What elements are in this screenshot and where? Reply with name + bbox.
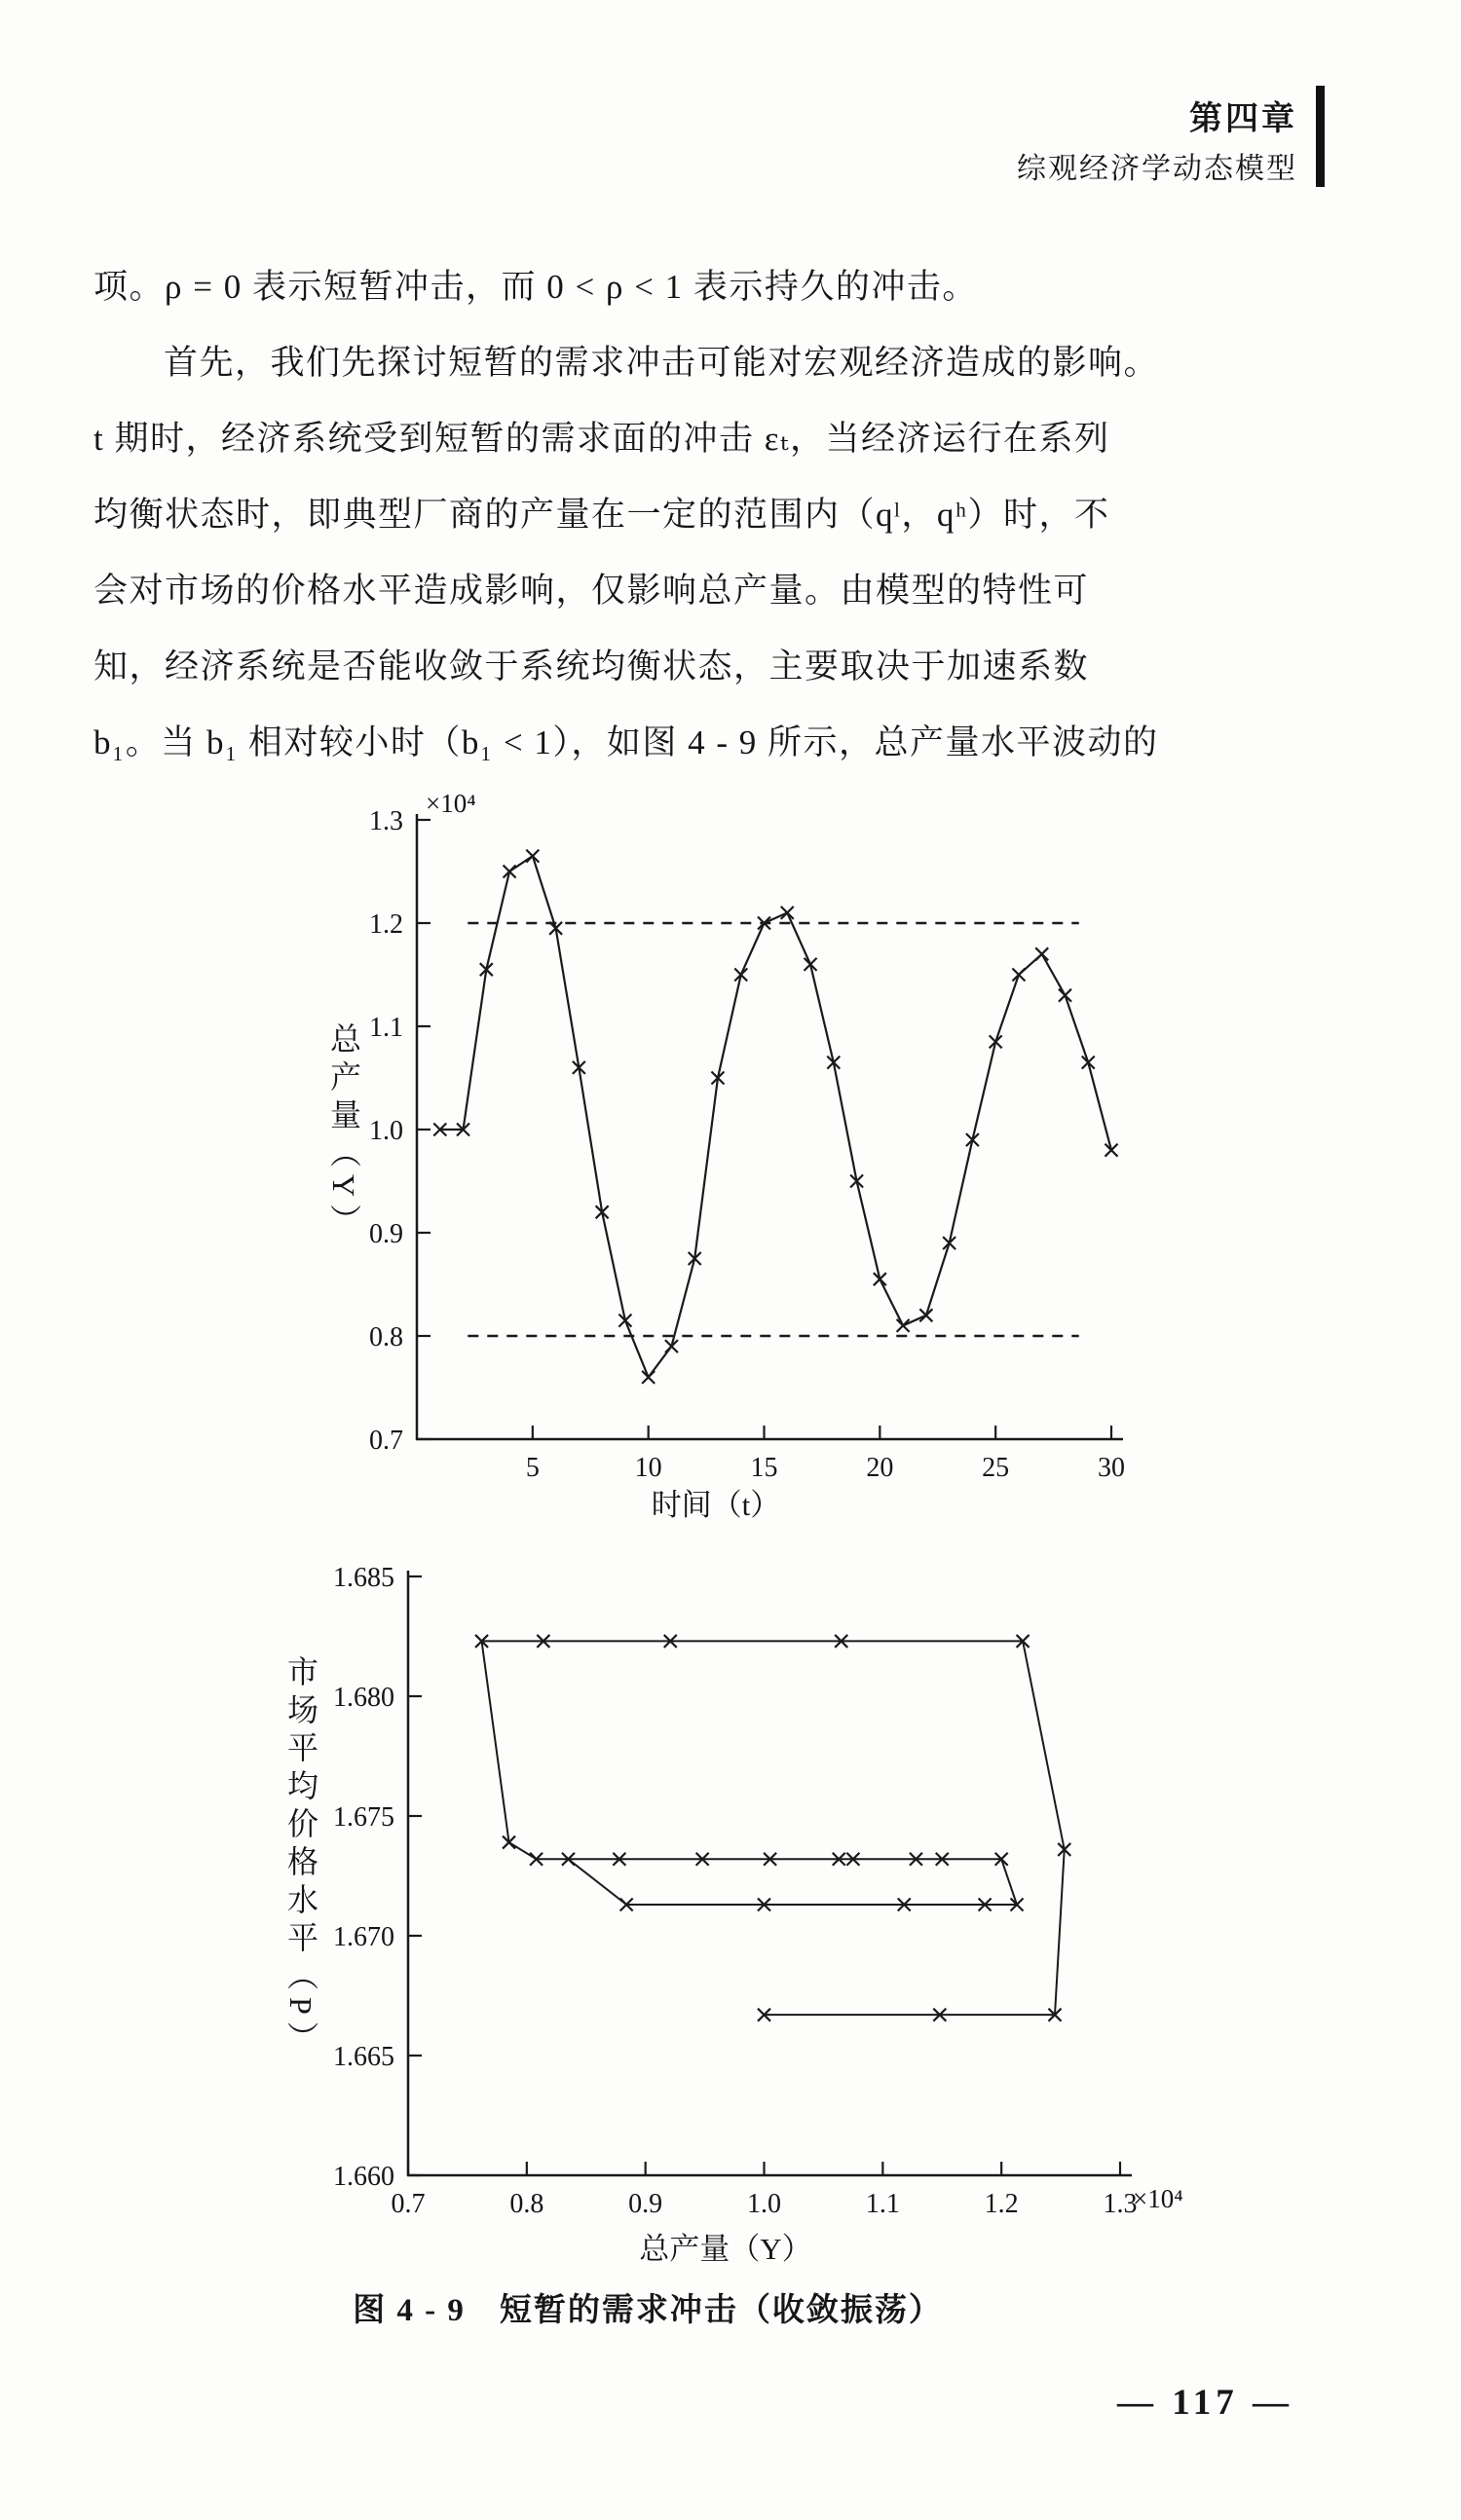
body-line: 项。ρ = 0 表示短暂冲击，而 0 < ρ < 1 表示持久的冲击。 xyxy=(94,268,978,306)
chart2-path-segment xyxy=(509,1842,1002,1859)
svg-text:1.0: 1.0 xyxy=(369,1116,403,1146)
svg-text:1.1: 1.1 xyxy=(369,1013,403,1043)
chart2-path-segment xyxy=(1001,1859,1017,1905)
body-line: 知，经济系统是否能收敛于系统均衡状态，主要取决于加速系数 xyxy=(94,648,1090,686)
svg-text:1.2: 1.2 xyxy=(984,2189,1019,2219)
svg-text:1.0: 1.0 xyxy=(747,2189,781,2219)
svg-text:1.2: 1.2 xyxy=(369,909,403,940)
chart2-x-scale-note: ×10⁴ xyxy=(1133,2184,1183,2213)
chart2-path-segment xyxy=(1055,1849,1065,2015)
chart2-x-axis-label: 总产量（Y） xyxy=(639,2232,812,2266)
svg-text:0.8: 0.8 xyxy=(369,1322,403,1353)
svg-text:1.680: 1.680 xyxy=(333,1683,394,1713)
svg-text:15: 15 xyxy=(750,1453,778,1483)
body-line: b₁。当 b₁ 相对较小时（b₁ < 1），如图 4 - 9 所示，总产量水平波动的 xyxy=(94,723,1159,761)
chart2-y-axis-label: 市场平均价格水平（P） xyxy=(283,1655,318,2059)
svg-text:1.3: 1.3 xyxy=(369,806,403,836)
svg-text:1.660: 1.660 xyxy=(333,2162,394,2192)
svg-text:0.7: 0.7 xyxy=(369,1426,403,1456)
svg-text:10: 10 xyxy=(634,1453,662,1483)
body-line: t 期时，经济系统受到短暂的需求面的冲击 εₜ，当经济运行在系列 xyxy=(94,420,1110,458)
page-number: — 117 — xyxy=(1117,2383,1293,2423)
chart2-path-segment xyxy=(482,1641,509,1842)
figure-caption: 图 4 - 9 短暂的需求冲击（收敛振荡） xyxy=(353,2293,943,2328)
svg-text:1.3: 1.3 xyxy=(1103,2189,1138,2219)
body-line: 会对市场的价格水平造成影响，仅影响总产量。由模型的特性可 xyxy=(94,572,1090,610)
chart2-path-segment xyxy=(568,1859,626,1905)
chart1-series-line xyxy=(440,856,1111,1377)
chart1-x-axis-label: 时间（t） xyxy=(651,1488,781,1522)
svg-text:1.685: 1.685 xyxy=(333,1563,394,1593)
svg-text:0.8: 0.8 xyxy=(509,2189,544,2219)
chart2-price-output-path xyxy=(333,1563,1138,2219)
svg-text:0.7: 0.7 xyxy=(391,2189,426,2219)
svg-text:25: 25 xyxy=(982,1453,1010,1483)
svg-text:1.670: 1.670 xyxy=(333,1922,394,1952)
chart1-y-axis-label: 总产量（Y） xyxy=(326,1022,361,1242)
chapter-subtitle: 综观经济学动态模型 xyxy=(1017,153,1297,185)
svg-text:5: 5 xyxy=(525,1453,540,1483)
svg-text:1.1: 1.1 xyxy=(865,2189,900,2219)
chart2-path-segment xyxy=(1023,1641,1065,1849)
svg-text:0.9: 0.9 xyxy=(628,2189,663,2219)
svg-text:0.9: 0.9 xyxy=(369,1219,403,1249)
chapter-title: 第四章 xyxy=(1189,101,1297,137)
chart1-y-scale-note: ×10⁴ xyxy=(426,789,476,818)
svg-text:1.675: 1.675 xyxy=(333,1802,394,1833)
svg-text:1.665: 1.665 xyxy=(333,2042,394,2072)
chart1-output-time-series xyxy=(369,806,1125,1483)
svg-text:30: 30 xyxy=(1098,1453,1125,1483)
body-line: 首先，我们先探讨短暂的需求冲击可能对宏观经济造成的影响。 xyxy=(164,344,1160,382)
body-line: 均衡状态时，即典型厂商的产量在一定的范围内（qˡ，qʰ）时，不 xyxy=(94,496,1110,534)
svg-text:20: 20 xyxy=(866,1453,894,1483)
